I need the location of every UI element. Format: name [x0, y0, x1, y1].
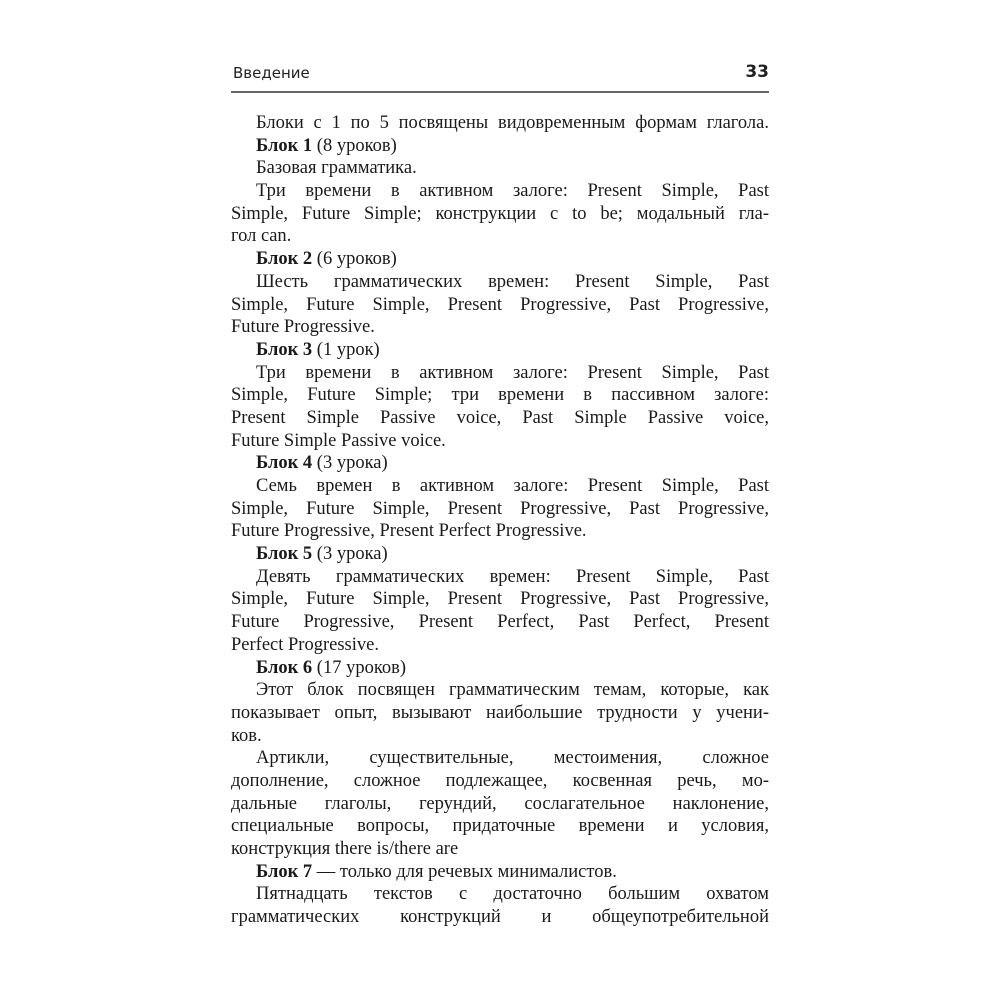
text-line	[231, 725, 769, 748]
line-text: ков.	[231, 725, 262, 746]
line-text: Future Progressive.	[231, 317, 375, 338]
text-line	[231, 702, 769, 725]
text-line	[231, 520, 769, 543]
line-text: Future Progressive, Present Perfect Progressive.	[231, 521, 587, 542]
text-line	[231, 316, 769, 339]
line-text: (8 уроков)	[312, 135, 397, 156]
line-text: — только для речевых минималистов.	[312, 861, 617, 882]
line-text: Future Simple Passive voice.	[231, 430, 446, 451]
line-text: Три времени в активном залоге: Present Simple, Past	[256, 362, 769, 383]
line-text: (3 урока)	[312, 453, 388, 474]
text-line	[231, 157, 769, 180]
text-line	[231, 906, 769, 929]
block-heading: Блок 5	[256, 544, 313, 565]
block-heading: Блок 6	[256, 657, 313, 678]
line-text: Пятнадцать текстов с достаточно большим охватом	[256, 884, 769, 905]
text-line	[231, 838, 769, 861]
line-text: Simple, Future Simple, Present Progressive, Past Progressive,	[231, 589, 769, 610]
line-text: Артикли, существительные, местоимения, сложное	[256, 748, 769, 769]
block-heading: Блок 3	[256, 339, 313, 360]
text-line	[231, 747, 769, 770]
section-title: Введение	[233, 64, 310, 82]
text-line	[231, 634, 769, 657]
header-rule	[231, 91, 769, 93]
line-text: Simple, Future Simple; конструкции с to be; модальный гла-	[231, 203, 769, 224]
line-text: Этот блок посвящен грамматическим темам, которые, как	[256, 680, 769, 701]
line-text: Simple, Future Simple, Present Progressive, Past Progressive,	[231, 294, 769, 315]
text-line	[231, 815, 769, 838]
text-line	[231, 203, 769, 226]
block-heading: Блок 4	[256, 453, 313, 474]
text-line	[231, 475, 769, 498]
line-text: Семь времен в активном залоге: Present Simple, Past	[256, 476, 769, 496]
text-line	[231, 657, 769, 680]
text-line	[231, 679, 769, 702]
page-number: 33	[745, 62, 769, 82]
text-line	[231, 339, 769, 362]
text-line	[231, 611, 769, 634]
line-text: дополнение, сложное подлежащее, косвенная речь, мо-	[231, 770, 769, 791]
text-line	[231, 294, 769, 317]
text-line	[231, 498, 769, 521]
line-text: показывает опыт, вызывают наибольшие трудности у учени-	[231, 702, 769, 723]
text-line	[231, 248, 769, 271]
line-text: специальные вопросы, придаточные времени и условия,	[231, 816, 769, 837]
line-text: Present Simple Passive voice, Past Simple Passive voice,	[231, 407, 769, 428]
text-line	[231, 452, 769, 475]
line-text: конструкция there is/there are	[231, 839, 459, 859]
line-text: (3 урока)	[312, 544, 388, 565]
line-text: (1 урок)	[312, 339, 380, 360]
line-text: (6 уроков)	[312, 249, 397, 270]
text-line	[231, 588, 769, 611]
line-text: грамматических конструкций и общеупотребительной	[231, 907, 769, 928]
block-heading: Блок 2	[256, 249, 313, 270]
line-text: Future Progressive, Present Perfect, Past Perfect, Present	[231, 612, 769, 633]
line-text: Три времени в активном залоге: Present Simple, Past	[256, 181, 769, 202]
text-line	[231, 362, 769, 385]
running-header	[231, 62, 769, 86]
line-text: (17 уроков)	[312, 657, 407, 678]
text-line	[231, 407, 769, 430]
line-text: Базовая грамматика.	[256, 158, 417, 179]
block-heading: Блок 1	[256, 135, 313, 156]
text-line	[231, 883, 769, 906]
text-line	[231, 225, 769, 248]
page-body	[231, 112, 769, 929]
block-heading: Блок 7	[256, 861, 313, 882]
line-text: гол can.	[231, 226, 292, 247]
text-line	[231, 543, 769, 566]
text-line	[231, 384, 769, 407]
text-line	[231, 793, 769, 816]
text-line	[231, 861, 769, 884]
text-line	[231, 566, 769, 589]
text-line	[231, 271, 769, 294]
line-text: Simple, Future Simple, Present Progressive, Past Progressive,	[231, 498, 769, 519]
line-text: Блоки с 1 по 5 посвящены видовременным формам глагола.	[256, 113, 769, 133]
line-text: Perfect Progressive.	[231, 634, 379, 655]
text-line	[231, 135, 769, 158]
line-text: дальные глаголы, герундий, сослагательное наклонение,	[231, 793, 769, 814]
line-text: Simple, Future Simple; три времени в пассивном залоге:	[231, 385, 769, 406]
line-text: Девять грамматических времен: Present Simple, Past	[256, 566, 769, 587]
text-line	[231, 770, 769, 793]
text-line	[231, 180, 769, 203]
text-line	[231, 430, 769, 453]
line-text: Шесть грамматических времен: Present Simple, Past	[256, 271, 769, 292]
text-line	[231, 112, 769, 135]
